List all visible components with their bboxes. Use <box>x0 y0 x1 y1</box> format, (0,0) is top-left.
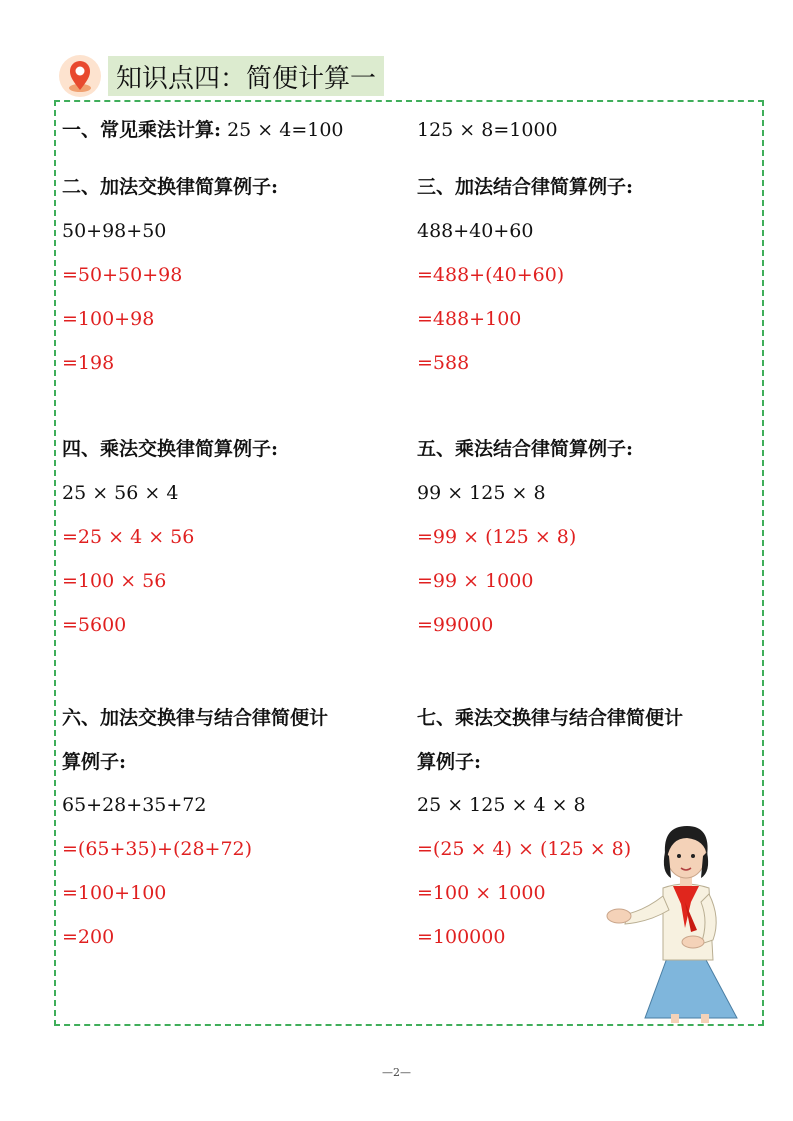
section-header <box>58 52 384 100</box>
section-5-step: =99 × 1000 <box>417 570 534 592</box>
section-5-problem: 99 × 125 × 8 <box>417 482 546 504</box>
section-2-title: 二、加法交换律简算例子: <box>62 176 279 198</box>
section-6-step: =(65+35)+(28+72) <box>62 838 253 860</box>
section-3-answer: =588 <box>417 352 470 374</box>
section-2-step: =50+50+98 <box>62 264 183 286</box>
section-3-step: =488+(40+60) <box>417 264 565 286</box>
section-3-problem: 488+40+60 <box>417 220 534 242</box>
common-multiplication-row <box>62 118 344 142</box>
section-6-problem: 65+28+35+72 <box>62 794 207 816</box>
section-4-step: =25 × 4 × 56 <box>62 526 195 548</box>
section-6-answer: =200 <box>62 926 115 948</box>
page-title: 知识点四：简便计算一 <box>108 56 384 96</box>
location-pin-icon <box>58 54 102 98</box>
section-2-step: =100+98 <box>62 308 155 330</box>
section-5-step: =99 × (125 × 8) <box>417 526 577 548</box>
section-6-title-line2: 算例子: <box>62 751 127 773</box>
section-7-step: =100 × 1000 <box>417 882 546 904</box>
section-3-step: =488+100 <box>417 308 522 330</box>
section-5-title: 五、乘法结合律简算例子: <box>417 438 634 460</box>
section-1-eq2: 125 × 8=1000 <box>417 119 558 141</box>
section-4-problem: 25 × 56 × 4 <box>62 482 179 504</box>
section-7-problem: 25 × 125 × 4 × 8 <box>417 794 586 816</box>
section-7-answer: =100000 <box>417 926 506 948</box>
section-3-title: 三、加法结合律简算例子: <box>417 176 634 198</box>
section-7-step: =(25 × 4) × (125 × 8) <box>417 838 632 860</box>
teacher-girl-illustration <box>605 818 765 1023</box>
section-4-step: =100 × 56 <box>62 570 167 592</box>
section-7-title-line2: 算例子: <box>417 751 482 773</box>
page-number: —2— <box>382 1066 411 1079</box>
section-1-eq1: 25 × 4=100 <box>227 119 344 141</box>
section-2-answer: =198 <box>62 352 115 374</box>
section-6-title-line1: 六、加法交换律与结合律简便计 <box>62 707 329 729</box>
section-4-answer: =5600 <box>62 614 127 636</box>
section-1-label: 一、常见乘法计算: <box>62 119 222 141</box>
section-5-answer: =99000 <box>417 614 494 636</box>
section-7-title-line1: 七、乘法交换律与结合律简便计 <box>417 707 684 729</box>
section-2-problem: 50+98+50 <box>62 220 167 242</box>
section-6-step: =100+100 <box>62 882 167 904</box>
section-4-title: 四、乘法交换律简算例子: <box>62 438 279 460</box>
